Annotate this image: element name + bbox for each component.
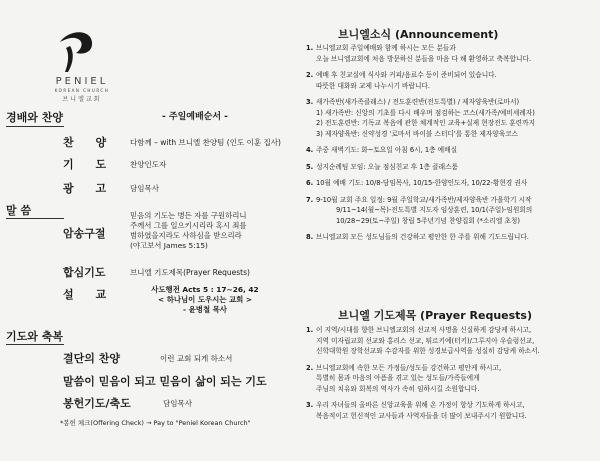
announcement-item: 3. 새가족반(새가족클래스) / 전도훈련반(전도특별) / 제자양육반(로마서) 1) 새가족반: 신앙의 기초를 다시 배우며 점검하는 코스(새가족/예비세례자) 2) 전도훈련반: 기독교 복음에 관한 체계적인 교육+실제 현장전도 훈련까지 3) 제자양육반: 신약성경 '로마서 바이블 스터디'를 통한 제자양육코스	[306, 98, 536, 138]
prayer-request-item: 1. 이 지역/시대를 향한 브니엘교회의 선교적 사명을 신실하게 감당케 하시고, 지역 미자립교회 선교와 홍리스 선교, 튀르키예(터키)/그루지아 우슬렁선교, 신학대학원 장학선교와 수감자를 위한 성경보급사역을 성실히 감당케 하소서.	[306, 326, 540, 355]
prayer-value: 찬양인도자	[130, 160, 167, 169]
brand-korean: 브니엘교회	[62, 96, 102, 103]
announcement-item: 8. 브니엘교회 모든 성도님들의 건강하고 평안한 한 주를 위해 기도드립니다.	[306, 233, 529, 241]
offering-note: *봉헌 체크(Offering Check) → Pay to "Peniel Korean Church"	[60, 419, 251, 427]
word-divider	[6, 218, 64, 219]
sermon-label: 설 교	[63, 288, 116, 301]
announcement-item: 2. 예배 후 친교실에 식사와 커피/음료수 등이 준비되어 있습니다. 따뜻한 대화와 교제 나누시기 바랍니다.	[306, 71, 497, 90]
brand-subtitle: KOREAN CHURCH	[54, 88, 110, 93]
announcement-item: 1. 브니엘교회 주일예배와 함께 하시는 모든 분들과 오늘 브니엘교회에 처음 방문하신 분들을 마음 다 해 환영하고 축복합니다.	[306, 44, 532, 63]
prayer-request-item: 2. 브니엘교회에 속한 모든 가정들/성도들 강건하고 평안케 하시고, 특별히 몸과 마음의 아픔을 겪고 있는 성도들/가족들에게 주님의 치유와 회복의 역사가 속히 임하시길 소원합니다.	[306, 363, 502, 393]
brand-name: PENIEL	[55, 76, 109, 87]
memory-label: 암송구절	[63, 227, 106, 240]
announcement-title: 브니엘소식 (Announcement)	[338, 28, 499, 41]
prayer-label: 기 도	[63, 158, 116, 171]
resolve-hymn-value: 이런 교회 되게 하소서	[160, 354, 233, 363]
memory-line: 주께서 그를 일으키시리라 혹시 죄를	[130, 221, 247, 230]
praise-value: 다함께 – with 브니엘 찬양팀 (인도 이훈 집사)	[130, 138, 281, 147]
memory-line: (야고보서 James 5:15)	[130, 241, 208, 250]
announcement-list	[306, 43, 596, 243]
sermon-title: < 하나님이 도우시는 교회 >	[157, 295, 253, 304]
praise-label: 찬 양	[63, 136, 116, 149]
unity-prayer-value: 브니엘 기도제목(Prayer Requests)	[130, 268, 250, 277]
announcement-item: 5. 성지순례팀 모임: 오늘 점심친교 후 1층 클래스룸	[306, 162, 459, 171]
prayer-requests-list	[306, 325, 596, 421]
worship-section-title: 경배와 찬양	[6, 111, 63, 124]
word-section-title: 말 씀	[6, 204, 32, 217]
sermon-preacher: - 윤병철 목사	[183, 305, 227, 314]
announcement-item: 4. 주중 새벽기도: 화~토요일 아침 6시, 1층 예배실	[306, 146, 458, 154]
bless-section-title: 기도와 축복	[6, 330, 63, 343]
life-prayer-label: 말씀이 믿음이 되고 믿음이 삶이 되는 기도	[63, 375, 267, 388]
sermon-ref: 사도행전 Acts 5 : 17~26, 42	[151, 285, 259, 294]
offering-label: 봉헌기도/축도	[63, 397, 131, 410]
church-logo-icon	[50, 28, 98, 78]
worship-divider	[6, 126, 64, 127]
prayer-request-item: 3. 우리 자녀들의 올바른 신앙교육을 위해 온 가정이 항상 기도하게 하시고, 복음적이고 헌신적인 교사들과 사역자들을 더 많이 보내주시기 원합니다.	[306, 401, 527, 420]
memory-line: 범하였을지라도 사하심을 받으리라	[130, 231, 242, 240]
order-title: - 주일예배순서 -	[162, 112, 228, 122]
announce-value: 담임목사	[130, 184, 159, 193]
announcement-item: 7. 9-10월 교회 주요 일정: 9월 주일학교/새가족반/제자양육반 가을학기 시작 9/11~14(월~목)-전도특별 지도자 임상훈련, 10/1(주일)-임원회의 10/28~29(토~주일) 창립 5주년기념 찬양집회 (*소리엘 초청)	[306, 195, 533, 225]
memory-line: 믿음의 기도는 병든 자를 구원하리니	[130, 211, 247, 220]
bless-divider	[6, 344, 64, 345]
brand-block	[42, 76, 122, 103]
prayer-requests-title: 브니엘 기도제목 (Prayer Requests)	[338, 309, 533, 322]
offering-value: 담임목사	[163, 399, 192, 408]
announce-label: 광 고	[63, 182, 116, 195]
sermon-block	[140, 285, 270, 315]
unity-prayer-label: 합심기도	[63, 266, 106, 279]
memory-verse	[130, 211, 247, 251]
resolve-hymn-label: 결단의 찬양	[63, 352, 120, 365]
announcement-item: 6. 10월 예배 기도: 10/8-담임목사, 10/15-한양인도자, 10/22-황현경 권사	[306, 179, 528, 187]
